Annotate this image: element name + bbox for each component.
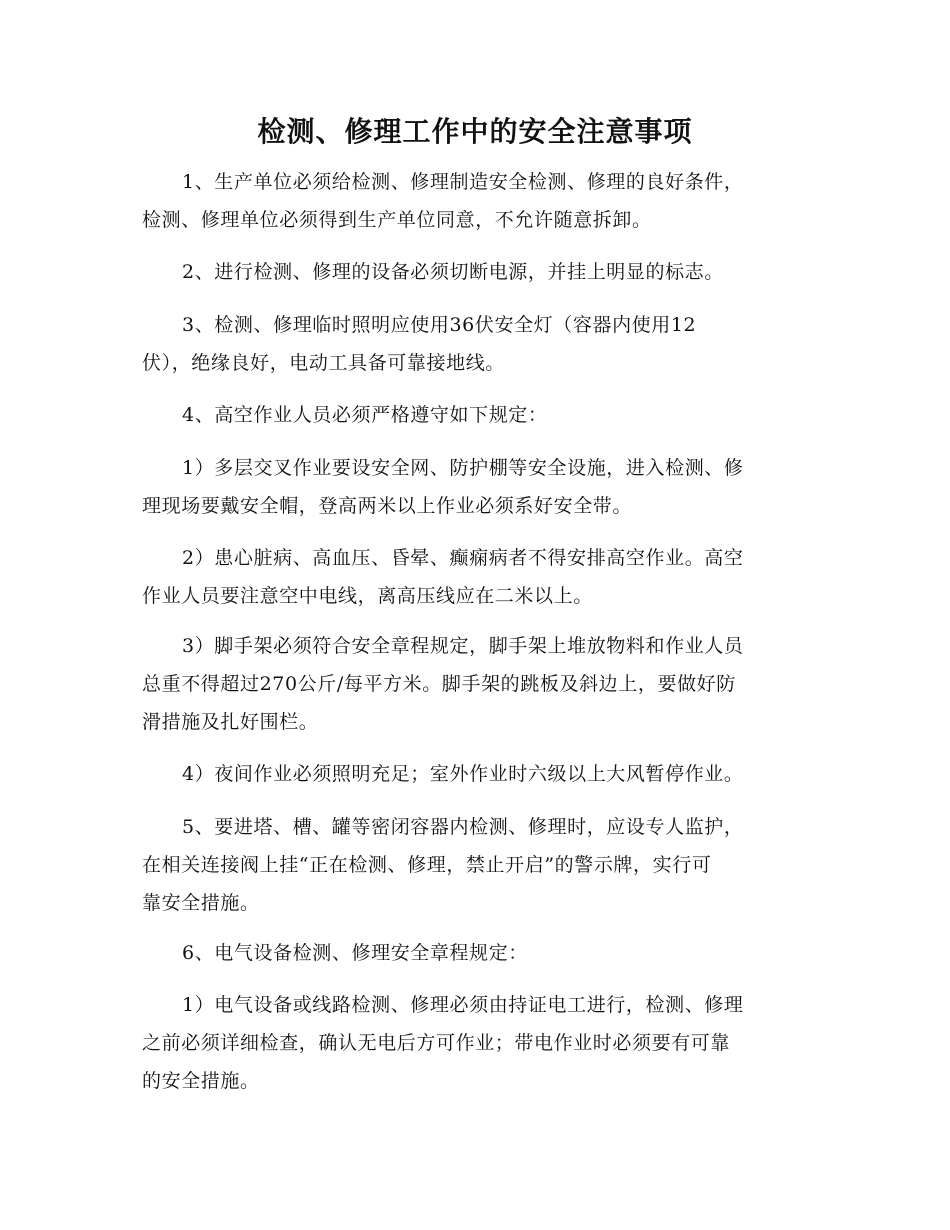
paragraph-3	[142, 306, 808, 382]
paragraph-line: 6、电气设备检测、修理安全章程规定：	[182, 942, 528, 964]
paragraph-line: 检测、修理单位必须得到生产单位同意，不允许随意拆卸。	[142, 209, 652, 231]
paragraph-line: 总重不得超过270公斤/每平方米。脚手架的跳板及斜边上，要做好防	[142, 673, 736, 695]
paragraph-line: 2）患心脏病、高血压、昏晕、癫痫病者不得安排高空作业。高空	[182, 547, 744, 569]
paragraph-line: 3、检测、修理临时照明应使用36伏安全灯（容器内使用12	[182, 314, 697, 336]
paragraph-line: 滑措施及扎好围栏。	[142, 711, 319, 733]
paragraph-line: 靠安全措施。	[142, 892, 260, 914]
paragraph-9	[142, 808, 808, 922]
paragraph-8	[142, 755, 808, 793]
paragraph-line: 3）脚手架必须符合安全章程规定，脚手架上堆放物料和作业人员	[182, 635, 744, 657]
paragraph-line: 作业人员要注意空中电线，离高压线应在二米以上。	[142, 585, 593, 607]
paragraph-line: 1）电气设备或线路检测、修理必须由持证电工进行，检测、修理	[182, 994, 744, 1016]
paragraph-line: 在相关连接阀上挂“正在检测、修理，禁止开启”的警示牌，实行可	[142, 854, 712, 876]
paragraph-11	[142, 986, 808, 1100]
paragraph-line: 伏），绝缘良好，电动工具备可靠接地线。	[142, 352, 505, 374]
document-title: 检测、修理工作中的安全注意事项	[257, 115, 693, 148]
paragraph-line: 1）多层交叉作业要设安全网、防护棚等安全设施，进入检测、修	[182, 457, 744, 479]
paragraph-5	[142, 449, 808, 525]
paragraph-line: 的安全措施。	[142, 1070, 260, 1092]
paragraph-line: 4）夜间作业必须照明充足；室外作业时六级以上大风暂停作业。	[182, 763, 744, 785]
paragraph-4	[142, 396, 808, 434]
paragraph-line: 4、高空作业人员必须严格遵守如下规定：	[182, 404, 548, 426]
paragraph-10	[142, 934, 808, 972]
paragraph-line: 之前必须详细检查，确认无电后方可作业；带电作业时必须要有可靠	[142, 1032, 731, 1054]
paragraph-line: 2、进行检测、修理的设备必须切断电源，并挂上明显的标志。	[182, 261, 724, 283]
paragraph-6	[142, 539, 808, 615]
paragraph-1	[142, 163, 808, 239]
paragraph-line: 5、要进塔、槽、罐等密闭容器内检测、修理时，应设专人监护，	[182, 816, 744, 838]
paragraph-line: 理现场要戴安全帽，登高两米以上作业必须系好安全带。	[142, 495, 633, 517]
paragraph-2	[142, 253, 808, 291]
paragraph-line: 1、生产单位必须给检测、修理制造安全检测、修理的良好条件，	[182, 171, 744, 193]
paragraph-7	[142, 627, 808, 741]
